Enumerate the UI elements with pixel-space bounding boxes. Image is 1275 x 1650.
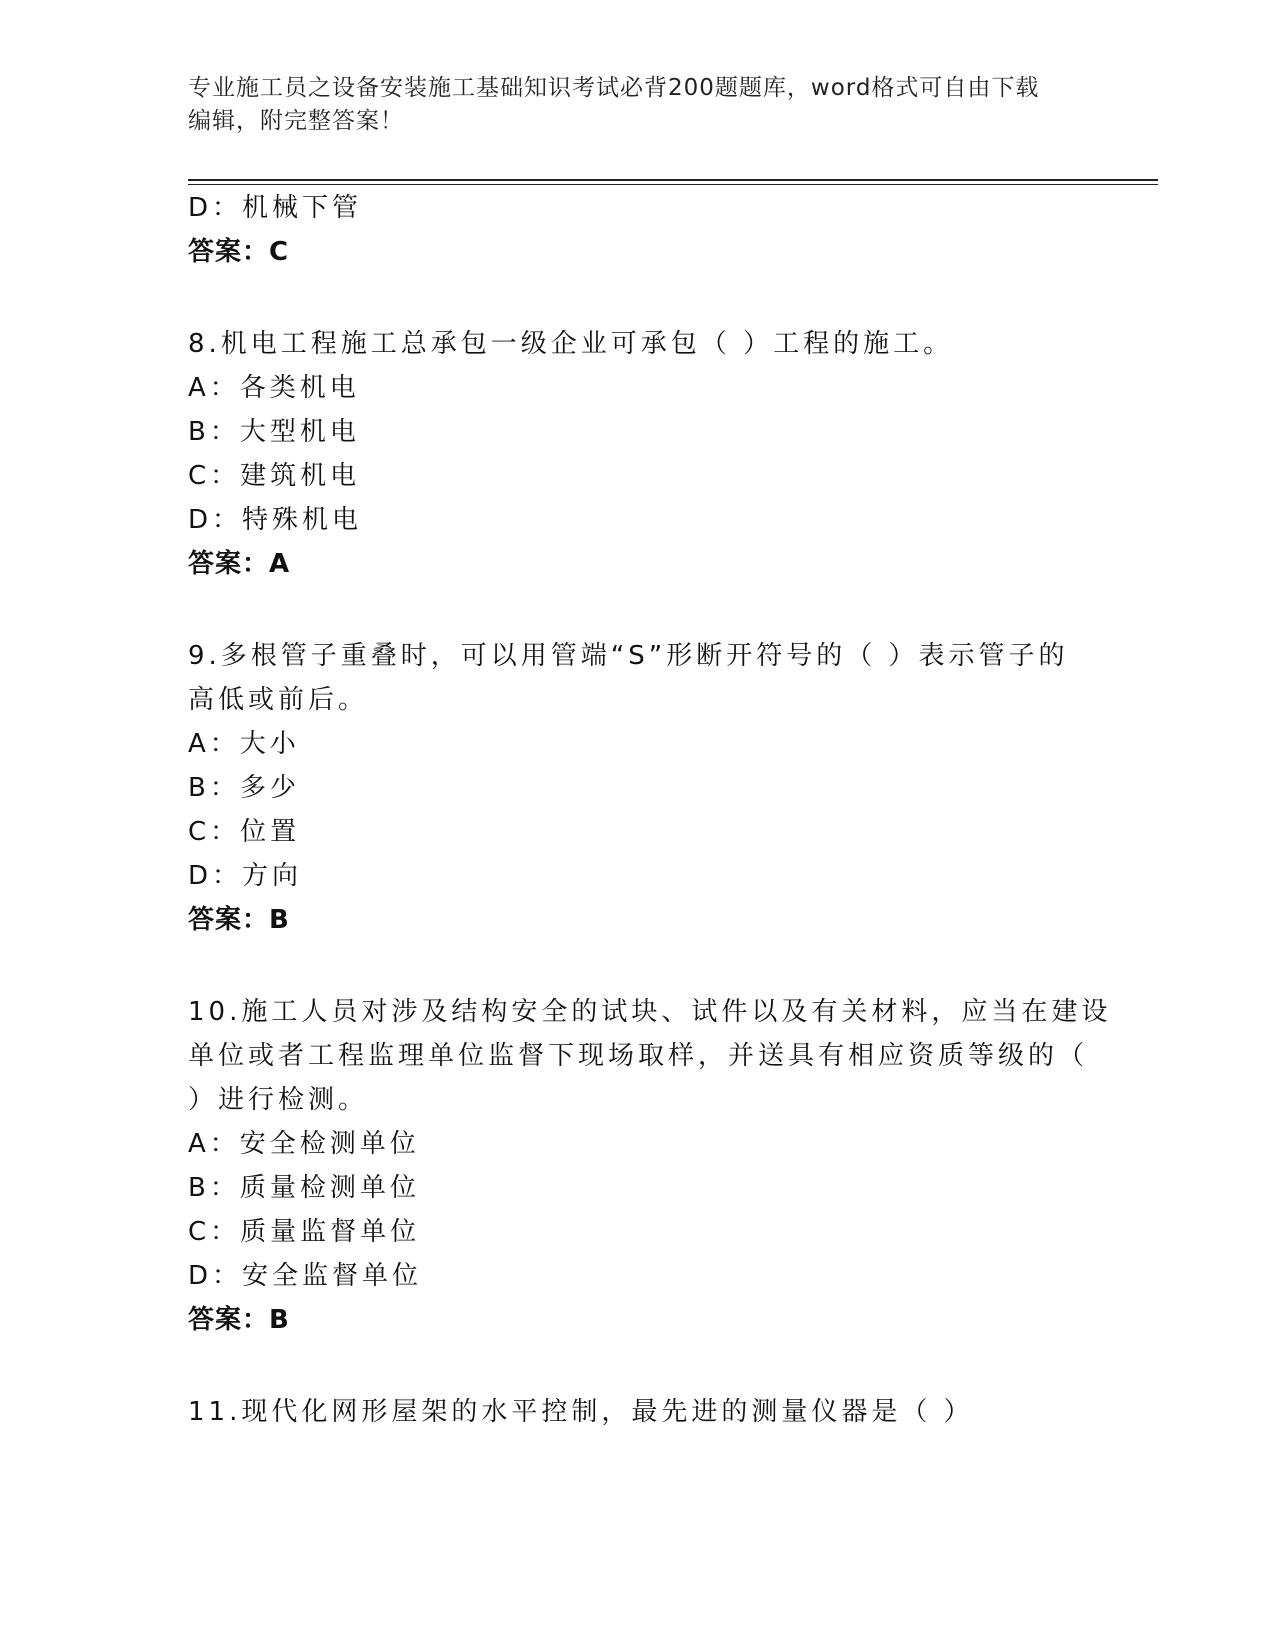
- page-header: [188, 72, 1078, 138]
- header-line-2: 编辑，附完整答案！: [188, 108, 404, 134]
- q8-option-d: D：特殊机电: [188, 505, 363, 535]
- q10-option-c: C：质量监督单位: [188, 1217, 421, 1247]
- q8-answer: 答案：A: [188, 549, 291, 579]
- header-rule-thick: [188, 179, 1158, 181]
- q8-option-b: B：大型机电: [188, 417, 360, 447]
- q9-option-a: A：大小: [188, 729, 300, 759]
- q9-question-line-1: 9.多根管子重叠时，可以用管端“S”形断开符号的（ ）表示管子的: [188, 641, 1069, 671]
- q10-question-line-3: ）进行检测。: [188, 1085, 369, 1115]
- q11-question: 11.现代化网形屋架的水平控制，最先进的测量仪器是（ ）: [188, 1397, 974, 1427]
- q9-option-c: C：位置: [188, 817, 301, 847]
- q10-answer: 答案：B: [188, 1305, 290, 1335]
- q8-option-c: C：建筑机电: [188, 461, 361, 491]
- q10-question-line-2: 单位或者工程监理单位监督下现场取样，并送具有相应资质等级的（: [188, 1041, 1089, 1071]
- q10-question-line-1: 10.施工人员对涉及结构安全的试块、试件以及有关材料，应当在建设: [188, 997, 1112, 1027]
- q8-option-a: A：各类机电: [188, 373, 360, 403]
- q9-option-d: D：方向: [188, 861, 303, 891]
- q7-answer: 答案：C: [188, 237, 290, 267]
- q7-option-d: D：机械下管: [188, 193, 363, 223]
- header-rule-thin: [188, 184, 1158, 185]
- q10-option-b: B：质量检测单位: [188, 1173, 420, 1203]
- q9-option-b: B：多少: [188, 773, 300, 803]
- q8-question: 8.机电工程施工总承包一级企业可承包（ ）工程的施工。: [188, 329, 954, 359]
- q10-option-a: A：安全检测单位: [188, 1129, 420, 1159]
- header-line-1: 专业施工员之设备安装施工基础知识考试必背200题题库，word格式可自由下载: [188, 75, 1040, 101]
- q9-question-line-2: 高低或前后。: [188, 685, 369, 715]
- q9-answer: 答案：B: [188, 905, 290, 935]
- q10-option-d: D：安全监督单位: [188, 1261, 423, 1291]
